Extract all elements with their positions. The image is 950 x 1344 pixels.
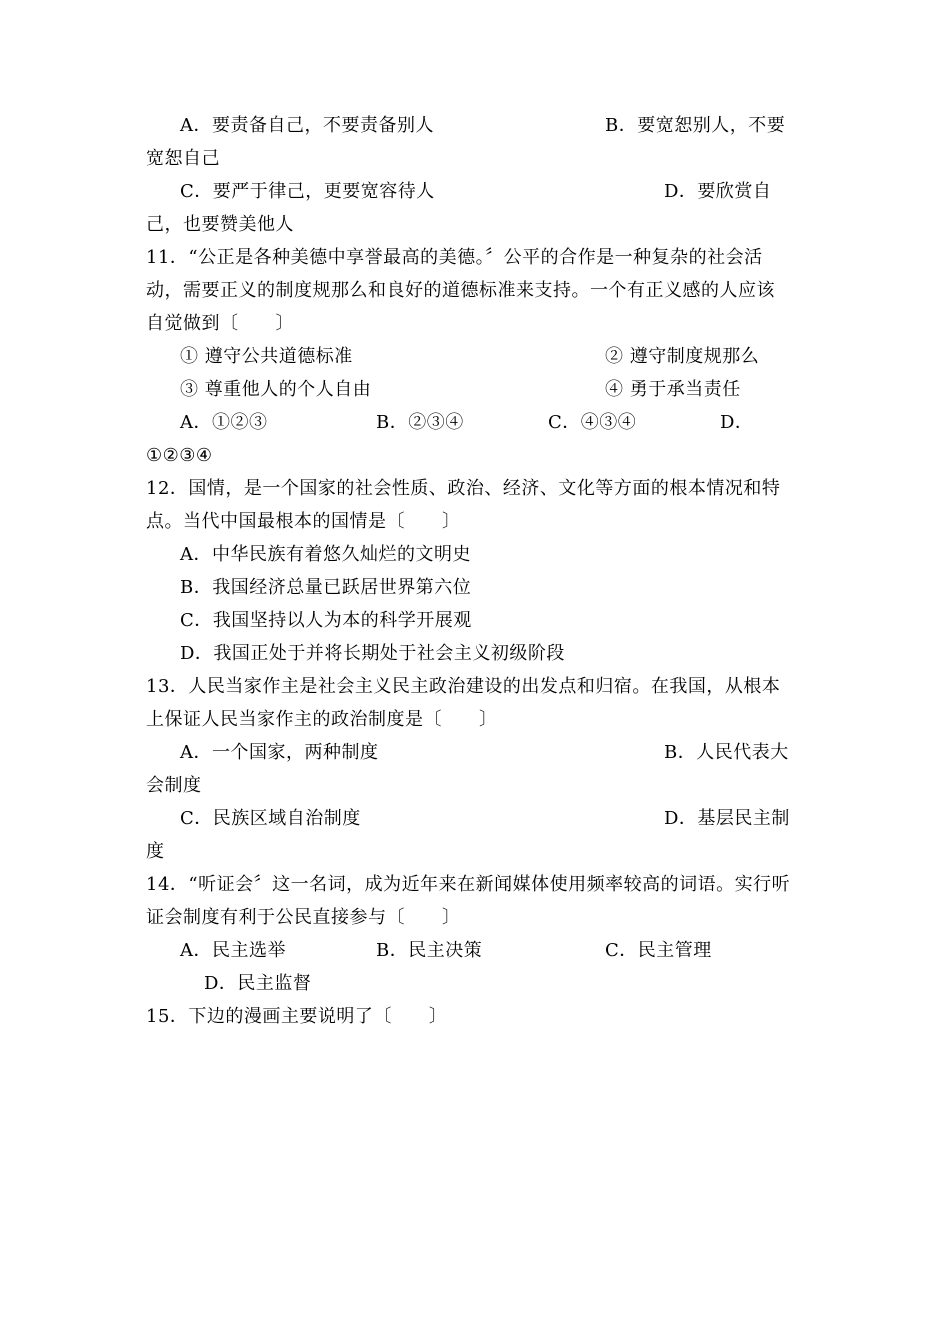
q11-option-b: B．②③④ bbox=[376, 412, 464, 433]
q11-stem-line2: 动，需要正义的制度规那么和良好的道德标准来支持。一个有正义感的人应该 bbox=[146, 280, 775, 301]
q14-stem-line1: 14．“听证会〞这一名词，成为近年来在新闻媒体使用频率较高的词语。实行听 bbox=[146, 874, 791, 895]
q11-option-c: C．④③④ bbox=[548, 412, 637, 433]
q15-stem-line1: 15．下边的漫画主要说明了〔 〕 bbox=[146, 1006, 448, 1027]
q12-option-c: C．我国坚持以人为本的科学开展观 bbox=[180, 610, 472, 631]
q11-item-1: ① 遵守公共道德标准 bbox=[180, 346, 353, 367]
q12-stem-line1: 12．国情，是一个国家的社会性质、政治、经济、文化等方面的根本情况和特 bbox=[146, 478, 781, 499]
q14-option-b: B．民主决策 bbox=[376, 940, 483, 961]
q10-option-a: A．要责备自己，不要责备别人 bbox=[180, 115, 434, 136]
q13-option-c: C．民族区域自治制度 bbox=[180, 808, 361, 829]
q14-option-a: A．民主选举 bbox=[180, 940, 286, 961]
q11-stem-line3: 自觉做到〔 〕 bbox=[146, 313, 294, 334]
q11-item-2: ② 遵守制度规那么 bbox=[605, 346, 760, 367]
q13-stem-line2: 上保证人民当家作主的政治制度是〔 〕 bbox=[146, 709, 498, 730]
q14-stem-line2: 证会制度有利于公民直接参与〔 〕 bbox=[146, 907, 461, 928]
q12-option-d: D．我国正处于并将长期处于社会主义初级阶段 bbox=[180, 643, 565, 664]
q11-option-d-value: ①②③④ bbox=[146, 445, 213, 466]
q13-option-a: A．一个国家，两种制度 bbox=[180, 742, 379, 763]
q12-option-b: B．我国经济总量已跃居世界第六位 bbox=[180, 577, 472, 598]
q11-option-d-label: D． bbox=[720, 412, 754, 433]
q13-option-b: B．人民代表大 bbox=[664, 742, 789, 763]
q13-option-d: D．基层民主制 bbox=[664, 808, 790, 829]
q10-option-c: C．要严于律己，更要宽容待人 bbox=[180, 181, 435, 202]
q13-option-d-continued: 度 bbox=[146, 841, 165, 862]
q14-option-d: D．民主监督 bbox=[204, 973, 312, 994]
q12-stem-line2: 点。当代中国最根本的国情是〔 〕 bbox=[146, 511, 461, 532]
q12-option-a: A．中华民族有着悠久灿烂的文明史 bbox=[180, 544, 471, 565]
q11-item-4: ④ 勇于承当责任 bbox=[605, 379, 741, 400]
q14-option-c: C．民主管理 bbox=[605, 940, 712, 961]
q10-option-d-continued: 己，也要赞美他人 bbox=[146, 214, 294, 235]
q11-stem-line1: 11．“公正是各种美德中享誉最高的美德。〞公平的合作是一种复杂的社会活 bbox=[146, 247, 763, 268]
q13-stem-line1: 13．人民当家作主是社会主义民主政治建设的出发点和归宿。在我国，从根本 bbox=[146, 676, 781, 697]
q10-option-b-continued: 宽恕自己 bbox=[146, 148, 220, 169]
q11-item-3: ③ 尊重他人的个人自由 bbox=[180, 379, 372, 400]
q10-option-b: B．要宽恕别人，不要 bbox=[605, 115, 786, 136]
q11-option-a: A．①②③ bbox=[180, 412, 268, 433]
q10-option-d: D．要欣赏自 bbox=[664, 181, 772, 202]
q13-option-b-continued: 会制度 bbox=[146, 775, 202, 796]
